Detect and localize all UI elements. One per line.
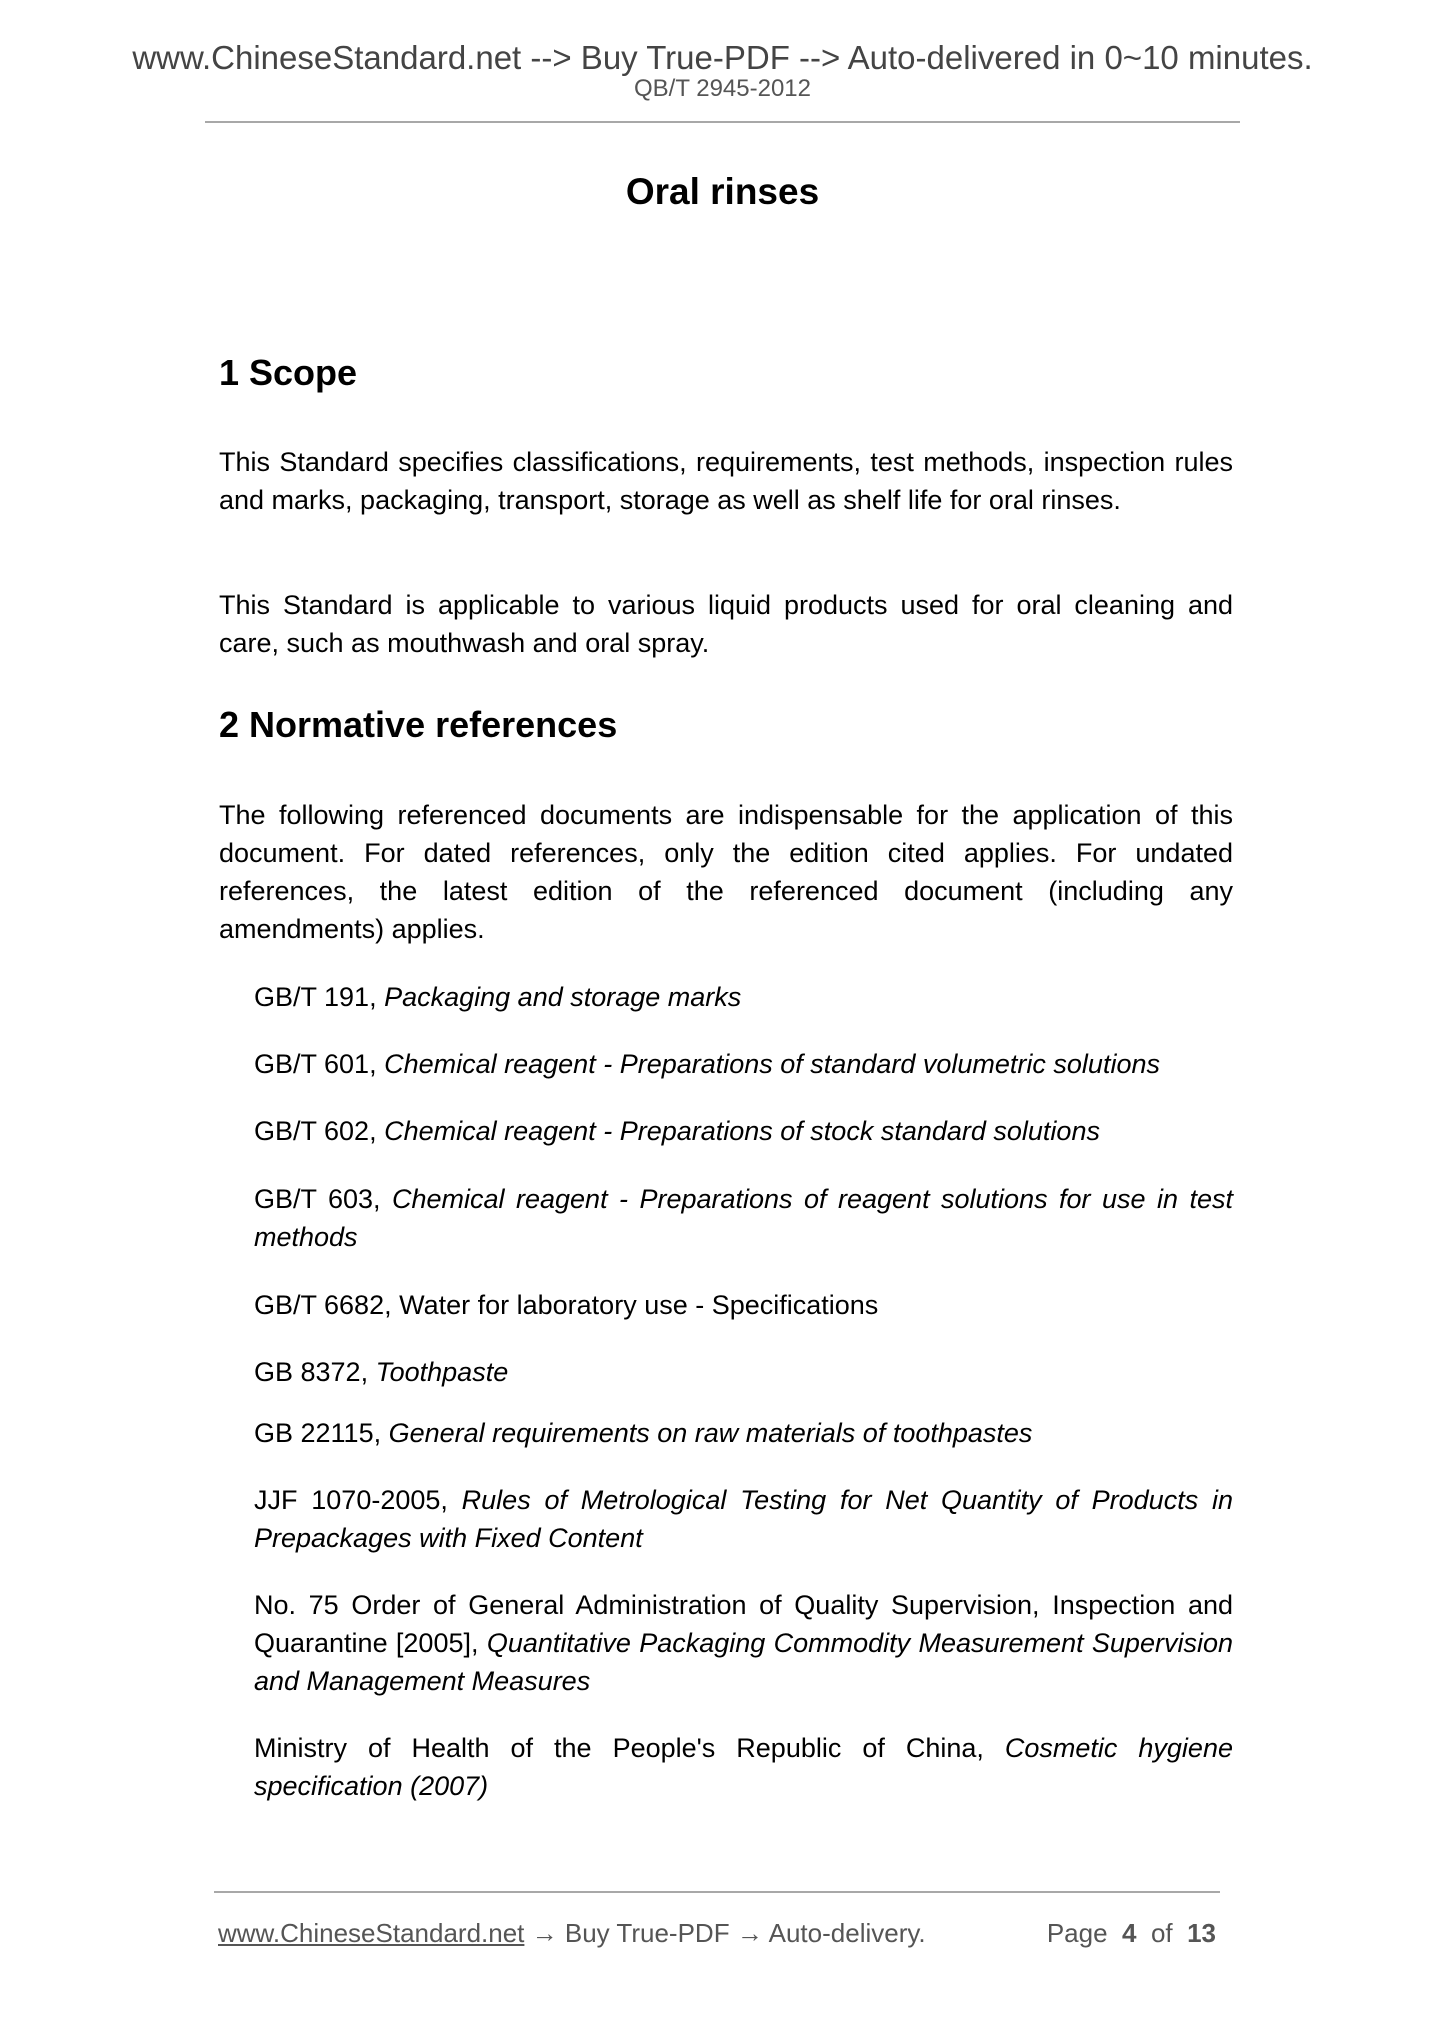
reference-item — [254, 1729, 1233, 1805]
reference-code: GB/T 603, — [254, 1184, 381, 1214]
reference-code: GB/T 602, — [254, 1116, 377, 1146]
reference-item — [254, 1586, 1233, 1700]
normative-references-intro: The following referenced documents are indispensable for the application of this document. For dated references, only the edition cited applies. For undated references, the latest edition of the referenced document (including any amendments) applies. — [219, 800, 1233, 944]
reference-title: General requirements on raw materials of toothpastes — [388, 1418, 1033, 1448]
reference-code: JJF 1070-2005, — [254, 1485, 448, 1515]
reference-code: No. 75 Order of General Administration of Quality Supervision, Inspection and Quarantine [2005], — [254, 1590, 1233, 1658]
scope-paragraph-1: This Standard specifies classifications, requirements, test methods, inspection rules and marks, packaging, transport, storage as well as shelf life for oral rinses. — [219, 447, 1233, 515]
reference-title: Toothpaste — [375, 1357, 509, 1387]
reference-item — [254, 1180, 1233, 1256]
reference-code: GB 22115, — [254, 1418, 382, 1448]
reference-item — [254, 1286, 1233, 1324]
page-current: 4 — [1122, 1918, 1137, 1948]
section-heading-scope: 1 Scope — [219, 352, 358, 393]
reference-title: Packaging and storage marks — [384, 982, 742, 1012]
reference-title: Water for laboratory use - Specifications — [399, 1290, 879, 1320]
top-banner: www.ChineseStandard.net --> Buy True-PDF --> Auto-delivered in 0~10 minutes. — [132, 39, 1313, 76]
footer-website-link[interactable]: www.ChineseStandard.net — [218, 1918, 525, 1948]
footer-divider — [214, 1891, 1220, 1893]
reference-item — [254, 1353, 1233, 1391]
page-indicator — [1047, 1918, 1216, 1948]
footer-buy-text: Buy True-PDF — [564, 1918, 730, 1948]
reference-code: GB/T 6682, — [254, 1290, 392, 1320]
reference-item — [254, 1112, 1233, 1150]
reference-code: GB/T 601, — [254, 1049, 377, 1079]
footer-delivery-text: Auto-delivery. — [768, 1918, 926, 1948]
footer-promo — [218, 1918, 926, 1948]
scope-paragraph-2: This Standard is applicable to various liquid products used for oral cleaning and care, such as mouthwash and oral spray. — [219, 590, 1233, 658]
arrow-right-icon: → — [736, 1918, 763, 1948]
of-label: of — [1150, 1918, 1173, 1948]
reference-title: Chemical reagent - Preparations of standard volumetric solutions — [384, 1049, 1160, 1079]
reference-item — [254, 1414, 1233, 1452]
reference-title: Quantitative Packaging Commodity Measurement Supervision and Management Measures — [254, 1628, 1233, 1696]
document-code: QB/T 2945-2012 — [633, 75, 811, 102]
reference-item — [254, 978, 1233, 1016]
reference-title: Rules of Metrological Testing for Net Quantity of Products in Prepackages with Fixed Content — [254, 1485, 1233, 1553]
header-divider — [205, 121, 1240, 123]
page-label: Page — [1046, 1918, 1108, 1948]
page-title: Oral rinses — [625, 171, 820, 212]
reference-item — [254, 1045, 1233, 1083]
reference-title: Cosmetic hygiene specification (2007) — [254, 1733, 1233, 1801]
reference-item — [254, 1481, 1233, 1557]
reference-title: Chemical reagent - Preparations of reagent solutions for use in test methods — [254, 1184, 1233, 1252]
reference-title: Chemical reagent - Preparations of stock standard solutions — [384, 1116, 1100, 1146]
page-total: 13 — [1187, 1918, 1216, 1948]
arrow-right-icon: → — [531, 1918, 558, 1948]
reference-code: GB/T 191, — [254, 982, 377, 1012]
section-heading-normative-references: 2 Normative references — [219, 704, 618, 745]
reference-code: Ministry of Health of the People's Republic of China, — [254, 1733, 984, 1763]
reference-code: GB 8372, — [254, 1357, 369, 1387]
